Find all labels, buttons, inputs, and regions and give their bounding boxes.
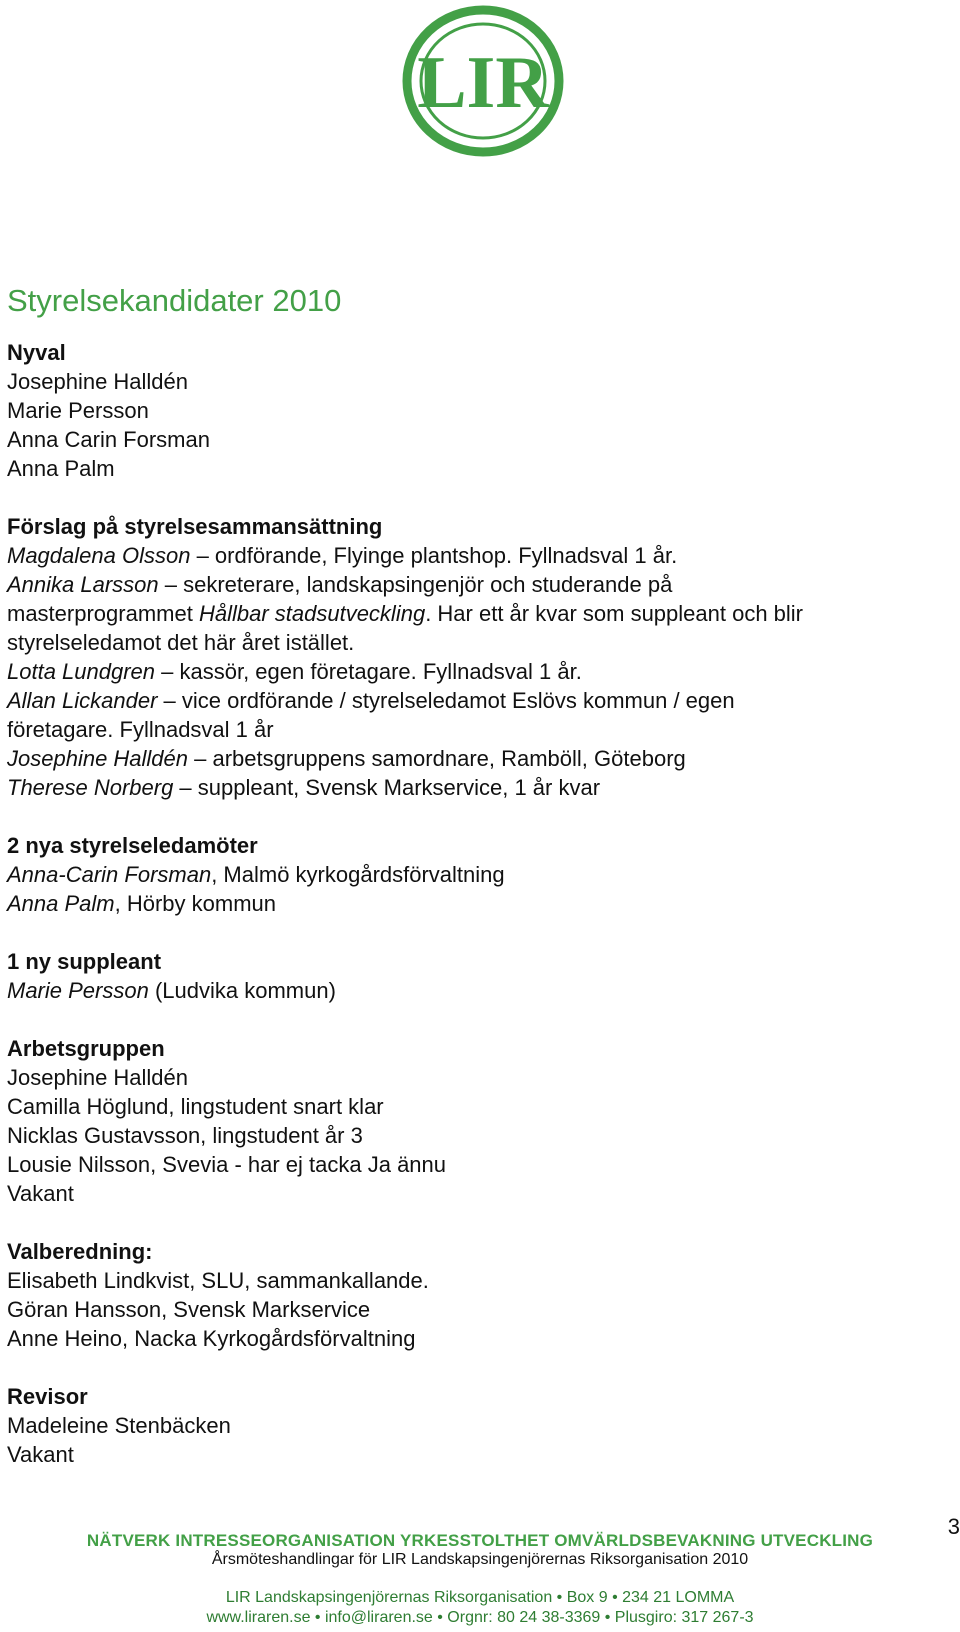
- line-gap: [7, 918, 947, 947]
- text-line: [7, 1295, 947, 1324]
- text-line: [7, 773, 947, 802]
- text-segment: – arbetsgruppens samordnare, Ramböll, Göteborg: [188, 746, 686, 771]
- text-segment: Vakant: [7, 1442, 74, 1467]
- footer-address-line-1: LIR Landskapsingenjörernas Riksorganisation • Box 9 • 234 21 LOMMA: [225, 1589, 735, 1606]
- text-segment: Madeleine Stenbäcken: [7, 1413, 231, 1438]
- text-line: [7, 1411, 947, 1440]
- text-line: [7, 1179, 947, 1208]
- section-heading: Revisor: [7, 1384, 88, 1409]
- text-line: [7, 976, 947, 1005]
- text-line: [7, 744, 947, 773]
- lir-logo: [401, 4, 565, 158]
- text-line: [7, 1034, 947, 1063]
- person-name: Marie Persson: [7, 978, 149, 1003]
- person-name: Josephine Halldén: [7, 746, 189, 771]
- person-name: Lotta Lundgren: [7, 659, 156, 684]
- footer-subtitle: Årsmöteshandlingar för LIR Landskapsingenjörernas Riksorganisation 2010: [211, 1551, 749, 1568]
- text-segment: . Har ett år kvar som suppleant och blir: [425, 601, 804, 626]
- section-heading: Förslag på styrelsesammansättning: [7, 514, 383, 539]
- text-line: [7, 1150, 947, 1179]
- text-segment: – ordförande, Flyinge plantshop. Fyllnadsval 1 år.: [190, 543, 678, 568]
- person-name: Magdalena Olsson: [7, 543, 191, 568]
- text-segment: styrelseledamot det här året istället.: [7, 630, 355, 655]
- text-segment: – kassör, egen företagare. Fyllnadsval 1 år.: [155, 659, 582, 684]
- text-line: [7, 512, 947, 541]
- section-heading: Arbetsgruppen: [7, 1036, 165, 1061]
- line-gap: [7, 1208, 947, 1237]
- logo-text: LIR: [417, 42, 549, 124]
- text-segment: Josephine Halldén: [7, 1065, 189, 1090]
- text-line: [7, 947, 947, 976]
- footer-address-line-2: www.liraren.se • info@liraren.se • Orgnr: 80 24 38-3369 • Plusgiro: 317 267-3: [206, 1609, 754, 1626]
- person-name: Annika Larsson: [7, 572, 159, 597]
- text-line: [7, 570, 947, 599]
- text-line: [7, 541, 947, 570]
- text-segment: Vakant: [7, 1181, 74, 1206]
- text-line: [7, 338, 947, 367]
- text-line: [7, 1092, 947, 1121]
- page-title: Styrelsekandidater 2010: [7, 283, 342, 318]
- text-line: [7, 715, 947, 744]
- line-gap: [7, 1005, 947, 1034]
- text-line: [7, 686, 947, 715]
- section-heading: 1 ny suppleant: [7, 949, 162, 974]
- text-line: [7, 454, 947, 483]
- person-name: Anna Palm: [7, 891, 115, 916]
- text-line: [7, 1063, 947, 1092]
- text-line: [7, 367, 947, 396]
- text-segment: – vice ordförande / styrelseledamot Eslövs kommun / egen: [157, 688, 735, 713]
- section-heading: Nyval: [7, 340, 66, 365]
- line-gap: [7, 1353, 947, 1382]
- line-gap: [7, 483, 947, 512]
- text-line: [7, 396, 947, 425]
- footer-keywords: NÄTVERK INTRESSEORGANISATION YRKESSTOLTHET OMVÄRLDSBEVAKNING UTVECKLING: [86, 1531, 874, 1550]
- text-line: [7, 628, 947, 657]
- text-segment: Camilla Höglund, lingstudent snart klar: [7, 1094, 384, 1119]
- text-segment: Anna Carin Forsman: [7, 427, 210, 452]
- text-segment: , Hörby kommun: [114, 891, 277, 916]
- text-line: [7, 860, 947, 889]
- line-gap: [7, 802, 947, 831]
- document-body: [7, 338, 947, 1469]
- text-segment: Anne Heino, Nacka Kyrkogårdsförvaltning: [7, 1326, 416, 1351]
- text-line: [7, 1237, 947, 1266]
- text-line: [7, 1382, 947, 1411]
- text-segment: Göran Hansson, Svensk Markservice: [7, 1297, 371, 1322]
- text-segment: , Malmö kyrkogårdsförvaltning: [211, 862, 505, 887]
- text-line: [7, 1324, 947, 1353]
- section-heading: 2 nya styrelseledamöter: [7, 833, 258, 858]
- text-line: [7, 1440, 947, 1469]
- text-line: [7, 831, 947, 860]
- footer-address: [0, 1588, 960, 1628]
- person-name: Allan Lickander: [7, 688, 158, 713]
- text-segment: Anna Palm: [7, 456, 115, 481]
- text-line: [7, 1266, 947, 1295]
- text-line: [7, 657, 947, 686]
- page-number: 3: [947, 1514, 960, 1539]
- text-line: [7, 889, 947, 918]
- text-line: [7, 1121, 947, 1150]
- text-segment: Lousie Nilsson, Svevia - har ej tacka Ja ännu: [7, 1152, 447, 1177]
- person-name: Anna-Carin Forsman: [7, 862, 212, 887]
- text-segment: Josephine Halldén: [7, 369, 189, 394]
- text-segment: företagare. Fyllnadsval 1 år: [7, 717, 274, 742]
- text-segment: masterprogrammet: [7, 601, 199, 626]
- section-heading: Valberedning:: [7, 1239, 153, 1264]
- text-segment: Marie Persson: [7, 398, 149, 423]
- person-name: Hållbar stadsutveckling: [198, 601, 426, 626]
- text-segment: – suppleant, Svensk Markservice, 1 år kvar: [173, 775, 601, 800]
- text-segment: Elisabeth Lindkvist, SLU, sammankallande.: [7, 1268, 429, 1293]
- person-name: Therese Norberg: [7, 775, 174, 800]
- text-segment: Nicklas Gustavsson, lingstudent år 3: [7, 1123, 363, 1148]
- text-line: [7, 599, 947, 628]
- text-segment: – sekreterare, landskapsingenjör och studerande på: [158, 572, 673, 597]
- text-line: [7, 425, 947, 454]
- text-segment: (Ludvika kommun): [148, 978, 336, 1003]
